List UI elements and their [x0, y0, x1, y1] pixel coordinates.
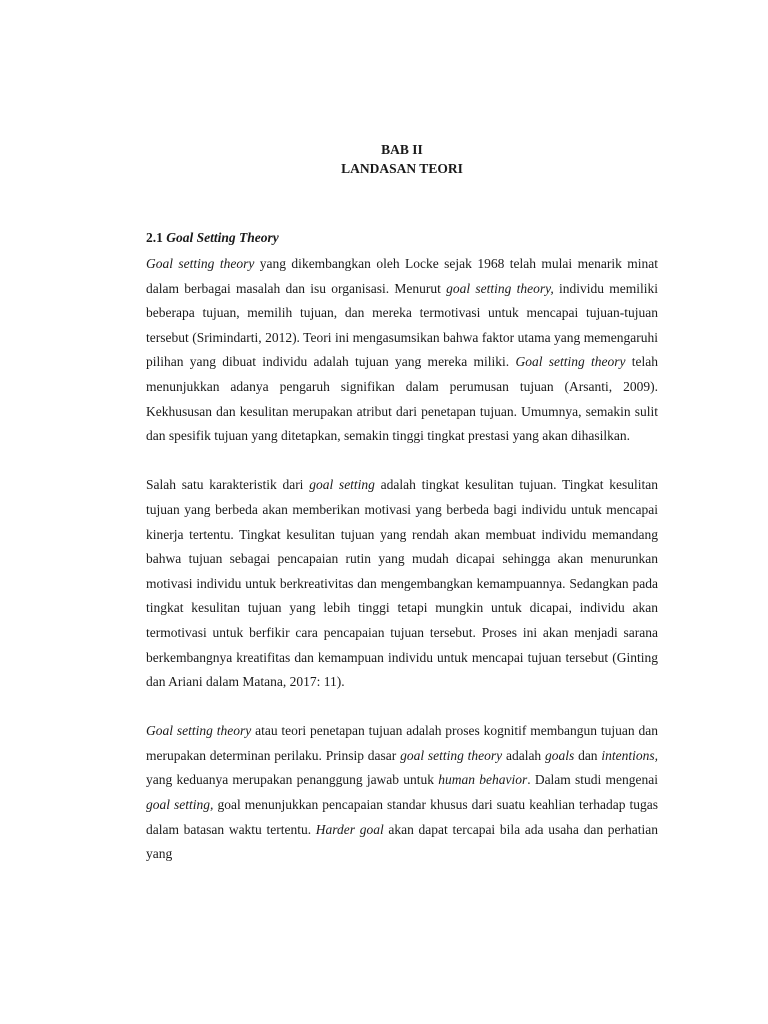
italic-term: Harder goal [315, 821, 384, 837]
paragraph-1 [146, 252, 658, 449]
italic-term: goal setting, [146, 797, 214, 813]
text-run: akan dapat tercapai bila ada usaha dan perhatian yang [146, 821, 658, 862]
text-run: yang dikembangkan oleh Locke sejak 1968 telah mulai menarik minat dalam berbagai masalah dan isu organisasi. Menurut [146, 256, 658, 296]
text-run: atau teori penetapan tujuan adalah proses kognitif membangun tujuan dan merupakan determinan perilaku. Prinsip dasar [146, 723, 658, 763]
paragraph-2 [146, 473, 658, 694]
text-run: dan [574, 747, 602, 763]
italic-term: goal setting [309, 477, 375, 493]
text-run: . Dalam studi mengenai [527, 772, 658, 788]
italic-term: human behavior [438, 772, 528, 788]
italic-term: Goal setting theory [146, 723, 252, 739]
section-number: 2.1 [146, 230, 163, 245]
italic-term: Goal setting theory [146, 256, 255, 271]
section-heading [146, 228, 658, 248]
text-run: adalah tingkat kesulitan tujuan. Tingkat kesulitan tujuan yang berbeda akan memberikan motivasi yang berbeda bagi individu untuk mencapai kinerja tertentu. Tingkat kesulitan tujuan yang rendah akan membuat individu memandang bahwa tujuan sebagai pencapaian rutin yang mudah dicapai sehingga akan menurunkan motivasi individu untuk berkreativitas dan mengembangkan kemampuannya. Sedangkan pada tingkat kesulitan tujuan yang lebih tinggi tetapi mungkin untuk dicapai, individu akan termotivasi untuk berfikir cara pencapaian tujuan tersebut. Proses ini akan menjadi sarana berkembangnya kreatifitas dan kemampuan individu untuk mencapai tujuan tersebut (Ginting dan Ariani dalam Matana, 2017: 11). [146, 477, 659, 690]
document-page [146, 140, 658, 867]
text-run: goal menunjukkan pencapaian standar khusus dari suatu keahlian terhadap tugas dalam batasan waktu tertentu. [146, 797, 658, 837]
italic-term: goal setting theory, [446, 280, 554, 296]
body-text [146, 252, 658, 867]
chapter-title: LANDASAN TEORI [341, 161, 463, 176]
text-run: telah menunjukkan adanya pengaruh signifikan dalam perumusan tujuan (Arsanti, 2009). Kekhususan dan kesulitan merupakan atribut dari penetapan tujuan. Umumnya, semakin sulit dan spesifik tujuan yang ditetapkan, semakin tinggi tingkat prestasi yang akan dihasilkan. [146, 354, 658, 444]
text-run: adalah [502, 747, 545, 763]
italic-term: goal setting theory [400, 747, 503, 763]
section-title: Goal Setting Theory [166, 230, 279, 245]
text-run: individu memiliki beberapa tujuan, memilih tujuan, dan mereka termotivasi untuk mencapai tujuan-tujuan tersebut (Srimindarti, 2012). Teori ini mengasumsikan bahwa faktor utama yang memengaruhi pilihan yang dibuat individu adalah tujuan yang mereka miliki. [146, 280, 659, 370]
text-run: Salah satu karakteristik dari [146, 477, 310, 493]
italic-term: intentions, [601, 747, 658, 763]
text-run: yang keduanya merupakan penanggung jawab untuk [146, 772, 439, 788]
italic-term: Goal setting theory [515, 354, 626, 370]
chapter-number: BAB II [381, 142, 423, 157]
paragraph-3 [146, 719, 658, 867]
italic-term: goals [545, 747, 575, 763]
